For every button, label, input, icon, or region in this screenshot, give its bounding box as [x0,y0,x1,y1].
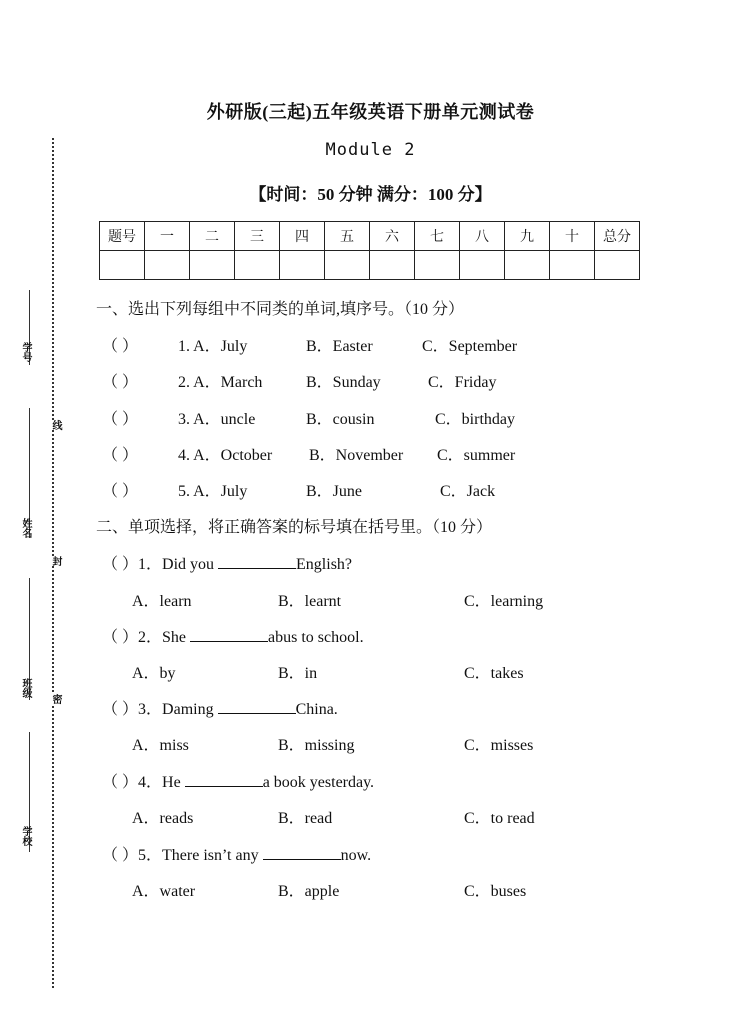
score-header-cell: 总分 [595,222,640,251]
score-cell[interactable] [235,251,280,280]
option-b: B．Easter [306,338,373,355]
class-label: 班级 [20,678,31,698]
option-c: C．September [422,338,518,355]
question-text-after: English? [296,556,353,573]
answer-blank[interactable] [190,627,268,642]
question-number: 5． [138,847,163,864]
page-title: 外研版(三起)五年级英语下册单元测试卷 [206,102,535,122]
answer-paren[interactable]: （ ） [102,629,139,646]
score-cell[interactable] [145,251,190,280]
option-c: C．buses [464,883,527,900]
option-b: B．apple [278,883,340,900]
question-number: 2． [138,629,163,646]
module-title: Module 2 [325,140,416,160]
option-b: B．Sunday [306,374,381,391]
score-cell[interactable] [550,251,595,280]
secret-marker: 密 [50,694,61,704]
answer-blank[interactable] [185,772,263,787]
student-id-label: 学号 [20,342,31,362]
score-table-input-row [100,251,640,280]
score-cell[interactable] [280,251,325,280]
question-text-before: He [162,774,181,791]
option-a: A．miss [132,737,189,754]
option-c: C．learning [464,593,544,610]
score-table-header-row [100,222,640,251]
question-number: 4． [138,774,163,791]
question-text-before: She [162,629,187,646]
question-text-before: Did you [162,556,215,573]
score-header-cell: 一 [145,222,190,251]
answer-paren[interactable]: （ ） [102,411,139,428]
question-text-after: a book yesterday. [262,774,375,791]
time-score-info: 【时间：50 分钟 满分：100 分】 [249,185,492,204]
score-header-cell: 二 [190,222,235,251]
option-c: C．birthday [435,411,515,428]
score-header-cell: 题号 [100,222,145,251]
option-a: 1. A．July [178,338,248,355]
option-b: B．June [306,483,363,500]
score-header-cell: 六 [370,222,415,251]
section2-question [102,696,338,719]
option-a: A．water [132,883,196,900]
score-header-cell: 九 [505,222,550,251]
question-text-before: There isn’t any [162,847,259,864]
answer-paren[interactable]: （ ） [102,374,139,391]
score-table [99,221,640,280]
score-header-cell: 七 [415,222,460,251]
option-a: 2. A．March [178,374,263,391]
section2-heading: 二、单项选择，将正确答案的标号填在括号里。（10 分） [96,519,493,536]
answer-paren[interactable]: （ ） [102,701,139,718]
score-header-cell: 四 [280,222,325,251]
option-a: A．learn [132,593,192,610]
score-header-cell: 三 [235,222,280,251]
name-label: 姓名 [20,518,31,538]
question-text-after: abus to school. [268,629,364,646]
score-header-cell: 五 [325,222,370,251]
answer-blank[interactable] [218,699,296,714]
section2-question [102,551,352,574]
score-cell[interactable] [505,251,550,280]
option-c: C．to read [464,810,535,827]
question-number: 1． [138,556,163,573]
answer-paren[interactable]: （ ） [102,338,139,355]
section1-heading: 一、选出下列每组中不同类的单词,填序号。（10 分） [96,301,465,318]
answer-blank[interactable] [263,845,341,860]
option-c: C．Jack [440,483,496,500]
answer-paren[interactable]: （ ） [102,847,139,864]
score-cell[interactable] [460,251,505,280]
option-a: A．by [132,665,176,682]
seal-marker: 封 [50,556,61,566]
score-cell[interactable] [100,251,145,280]
option-b: B．read [278,810,333,827]
option-b: B．missing [278,737,355,754]
school-label: 学校 [20,826,31,846]
answer-paren[interactable]: （ ） [102,774,139,791]
score-cell[interactable] [415,251,460,280]
option-a: 3. A．uncle [178,411,256,428]
score-cell[interactable] [190,251,235,280]
question-text-before: Daming [162,701,214,718]
option-c: C．misses [464,737,534,754]
option-a: 5. A．July [178,483,248,500]
question-text-after: now. [340,847,372,864]
score-header-cell: 十 [550,222,595,251]
option-a: 4. A．October [178,447,273,464]
option-c: C．takes [464,665,524,682]
score-cell[interactable] [595,251,640,280]
section2-question [102,842,371,865]
option-c: C．Friday [428,374,497,391]
section2-question [102,769,374,792]
answer-blank[interactable] [218,554,296,569]
question-text-after: China. [295,701,338,718]
score-cell[interactable] [325,251,370,280]
question-number: 3． [138,701,163,718]
answer-paren[interactable]: （ ） [102,483,139,500]
line-marker: 线 [50,420,61,430]
option-c: C．summer [437,447,516,464]
answer-paren[interactable]: （ ） [102,447,139,464]
answer-paren[interactable]: （ ） [102,556,139,573]
option-b: B．in [278,665,318,682]
section2-question [102,624,364,647]
option-b: B．learnt [278,593,342,610]
option-b: B．cousin [306,411,375,428]
option-b: B．November [309,447,404,464]
score-cell[interactable] [370,251,415,280]
score-header-cell: 八 [460,222,505,251]
option-a: A．reads [132,810,194,827]
